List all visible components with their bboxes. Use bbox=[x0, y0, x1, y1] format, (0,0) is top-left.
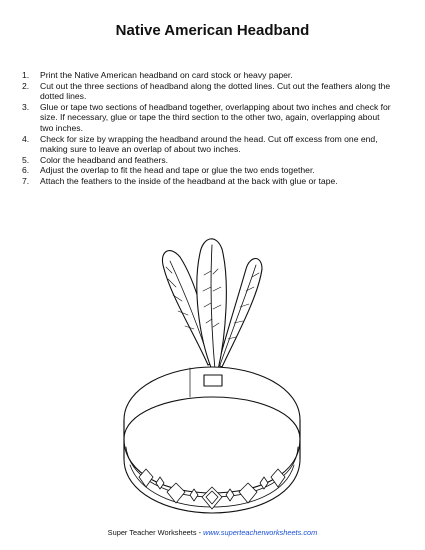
instruction-step bbox=[22, 165, 392, 176]
step-text: Adjust the overlap to fit the head and tape or glue the two ends together. bbox=[40, 165, 315, 176]
instruction-step bbox=[22, 102, 392, 134]
step-text: Glue or tape two sections of headband together, overlapping about two inches and check for size. If necessary, glue or tape the third section to the other two, again, overlapping about two inches. bbox=[40, 101, 391, 133]
step-number: 4. bbox=[22, 133, 30, 144]
instruction-step bbox=[22, 70, 392, 81]
footer bbox=[0, 528, 425, 537]
instruction-step bbox=[22, 134, 392, 155]
step-text: Print the Native American headband on card stock or heavy paper. bbox=[40, 70, 293, 80]
instruction-step bbox=[22, 81, 392, 102]
step-text: Color the headband and feathers. bbox=[40, 154, 169, 165]
step-text: Attach the feathers to the inside of the headband at the back with glue or tape. bbox=[40, 175, 338, 186]
step-number: 1. bbox=[22, 70, 30, 80]
instruction-step bbox=[22, 155, 392, 166]
step-number: 2. bbox=[22, 80, 30, 91]
step-number: 5. bbox=[22, 154, 30, 165]
page-title: Native American Headband bbox=[115, 22, 310, 39]
headband-with-feathers-icon bbox=[0, 225, 425, 520]
step-number: 6. bbox=[22, 165, 30, 176]
step-text: Check for size by wrapping the headband around the head. Cut off excess from one end, making sure to leave an overlap of about two inches. bbox=[40, 133, 378, 155]
step-text: Cut out the three sections of headband along the dotted lines. Cut out the feathers along the dotted lines. bbox=[40, 80, 391, 102]
step-number: 7. bbox=[22, 175, 30, 186]
instructions-list bbox=[22, 70, 392, 187]
instruction-step bbox=[22, 176, 392, 187]
footer-link[interactable]: www.superteacherworksheets.com bbox=[203, 528, 318, 537]
step-number: 3. bbox=[22, 101, 30, 112]
footer-brand: Super Teacher Worksheets bbox=[107, 528, 197, 537]
footer-separator: - bbox=[196, 528, 204, 537]
feather-tab bbox=[204, 375, 222, 386]
